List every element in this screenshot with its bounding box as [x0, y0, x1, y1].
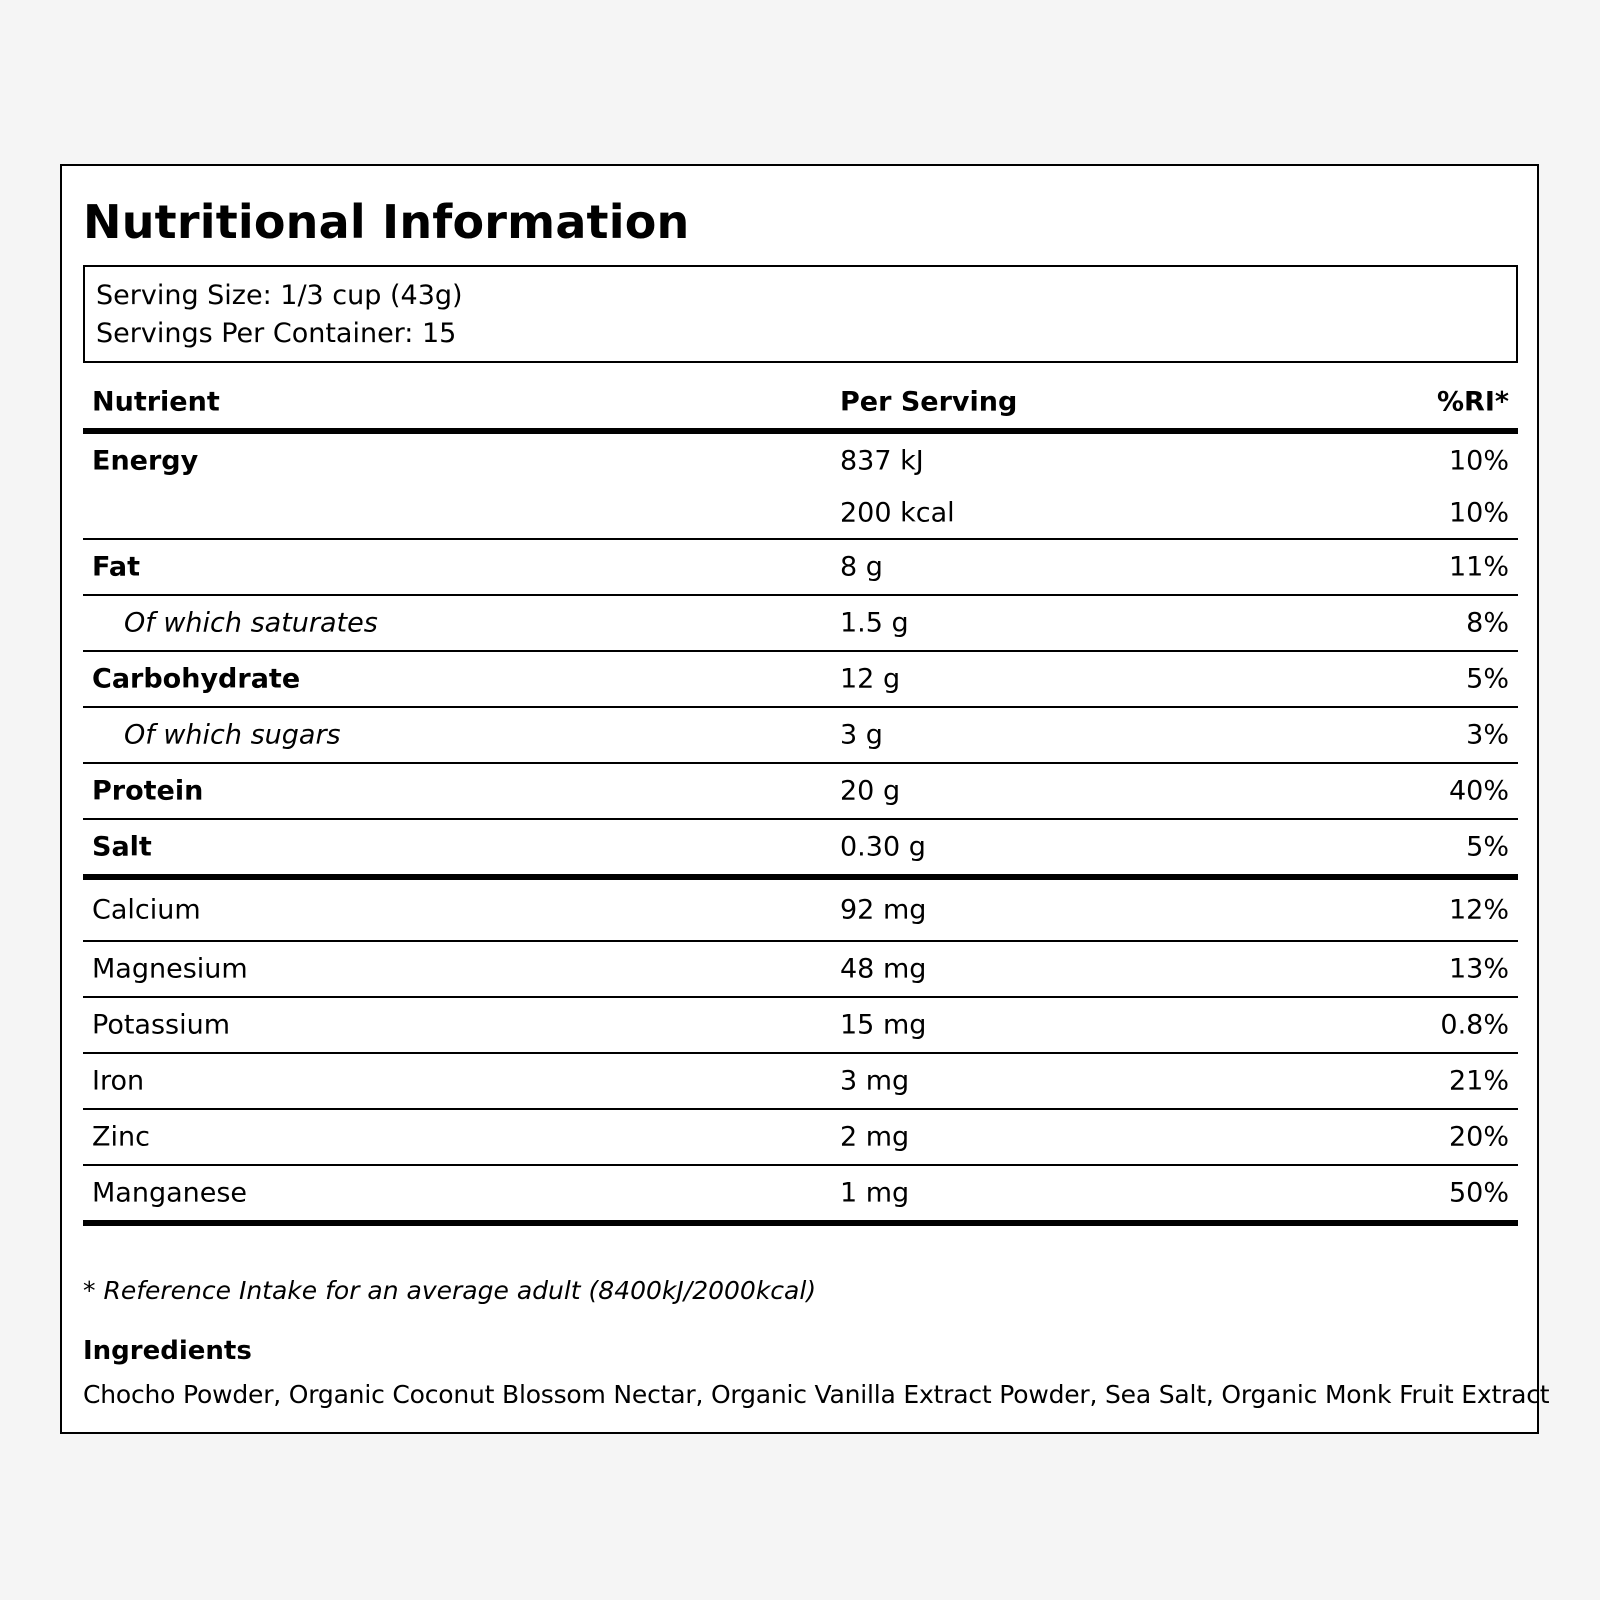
- nutrient-ri: 3%: [1466, 719, 1509, 751]
- table-row-protein: [83, 764, 1518, 820]
- table-row-iron: [83, 1054, 1518, 1110]
- servings-per-container: Servings Per Container: 15: [96, 318, 457, 349]
- nutrient-name: Calcium: [92, 894, 201, 926]
- nutrient-name: Of which sugars: [124, 719, 341, 751]
- nutrient-ri: 12%: [1448, 894, 1509, 926]
- nutrient-ri: 0.8%: [1440, 1009, 1509, 1041]
- table-row-energy-kcal: [83, 488, 1518, 540]
- nutrient-name: Carbohydrate: [92, 663, 301, 695]
- nutrient-ri: 8%: [1466, 607, 1509, 639]
- table-row-magnesium: [83, 942, 1518, 998]
- ingredients-title: Ingredients: [83, 1336, 252, 1366]
- nutrient-name: Energy: [92, 445, 199, 477]
- nutrient-amount: 48 mg: [840, 953, 927, 985]
- header-nutrient: Nutrient: [92, 386, 220, 418]
- table-row-manganese: [83, 1166, 1518, 1226]
- nutrient-name: Magnesium: [92, 953, 248, 985]
- nutrient-name: Of which saturates: [124, 607, 378, 639]
- table-row-calcium: [83, 880, 1518, 942]
- nutrient-ri: 50%: [1448, 1177, 1509, 1209]
- serving-info-box: [83, 265, 1518, 363]
- table-row-zinc: [83, 1110, 1518, 1166]
- nutrient-amount: 3 mg: [840, 1065, 910, 1097]
- header-ri: %RI*: [1436, 386, 1509, 418]
- nutrient-ri: 10%: [1448, 497, 1509, 529]
- nutrition-table: [83, 376, 1518, 1226]
- nutrition-label: [60, 164, 1550, 1434]
- nutrient-ri: 5%: [1466, 663, 1509, 695]
- table-header-row: [83, 376, 1518, 434]
- nutrient-amount: 837 kJ: [840, 445, 924, 477]
- table-row-carbohydrate: [83, 652, 1518, 708]
- nutrient-ri: 20%: [1448, 1121, 1509, 1153]
- ingredients-text: Chocho Powder, Organic Coconut Blossom Nectar, Organic Vanilla Extract Powder, Sea Salt, Organic Monk Fruit Extract: [83, 1380, 1550, 1409]
- nutrient-amount: 1.5 g: [840, 607, 909, 639]
- label-title: Nutritional Information: [83, 195, 690, 249]
- nutrient-name: Manganese: [92, 1177, 248, 1209]
- nutrient-name: Iron: [92, 1065, 145, 1097]
- nutrient-amount: 200 kcal: [840, 497, 955, 529]
- nutrient-name: Fat: [92, 551, 140, 583]
- nutrient-amount: 3 g: [840, 719, 883, 751]
- nutrient-amount: 2 mg: [840, 1121, 910, 1153]
- nutrient-name: Zinc: [92, 1121, 150, 1153]
- table-row-saturates: [83, 596, 1518, 652]
- table-row-sugars: [83, 708, 1518, 764]
- nutrient-ri: 5%: [1466, 831, 1509, 863]
- nutrient-amount: 0.30 g: [840, 831, 926, 863]
- nutrient-ri: 21%: [1448, 1065, 1509, 1097]
- nutrient-amount: 20 g: [840, 775, 901, 807]
- nutrient-ri: 40%: [1448, 775, 1509, 807]
- nutrient-ri: 10%: [1448, 445, 1509, 477]
- nutrient-amount: 92 mg: [840, 894, 927, 926]
- header-per-serving: Per Serving: [840, 386, 1018, 418]
- table-row-salt: [83, 820, 1518, 880]
- table-row-potassium: [83, 998, 1518, 1054]
- nutrient-name: Potassium: [92, 1009, 231, 1041]
- nutrient-amount: 15 mg: [840, 1009, 927, 1041]
- nutrient-amount: 8 g: [840, 551, 883, 583]
- nutrient-ri: 13%: [1448, 953, 1509, 985]
- nutrient-amount: 1 mg: [840, 1177, 910, 1209]
- ri-footnote: * Reference Intake for an average adult (8400kJ/2000kcal): [83, 1276, 817, 1305]
- nutrient-ri: 11%: [1448, 551, 1509, 583]
- nutrient-name: Protein: [92, 775, 204, 807]
- nutrient-amount: 12 g: [840, 663, 901, 695]
- table-row-fat: [83, 540, 1518, 596]
- nutrient-name: Salt: [92, 831, 152, 863]
- table-row-energy-kj: [83, 434, 1518, 488]
- serving-size: Serving Size: 1/3 cup (43g): [96, 280, 463, 311]
